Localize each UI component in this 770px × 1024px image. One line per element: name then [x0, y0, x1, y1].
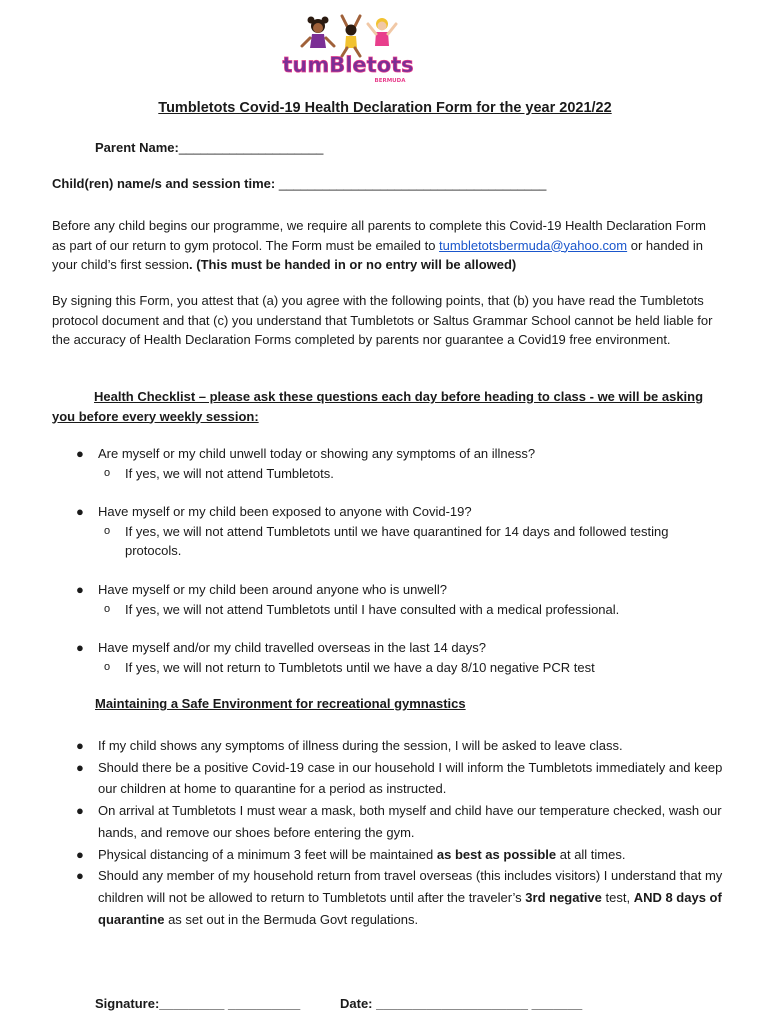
form-title: Tumbletots Covid-19 Health Declaration Form for the year 2021/22: [158, 100, 612, 116]
svg-text:BERMUDA: BERMUDA: [374, 78, 406, 84]
checklist-item: [76, 638, 716, 677]
date-blank[interactable]: _____________________ _______: [376, 996, 583, 1011]
bullet-icon: ●: [76, 759, 84, 775]
bullet-icon: ●: [76, 846, 84, 862]
parent-name-label: Parent Name:: [95, 140, 179, 155]
checklist-answer: If yes, we will not attend Tumbletots until I have consulted with a medical professional.: [125, 601, 620, 617]
children-label: Child(ren) name/s and session time:: [52, 176, 276, 191]
health-checklist-heading: Health Checklist – please ask these questions each day before heading to class - we will be asking you before every weekly session:: [52, 389, 704, 424]
checklist-question: Are myself or my child unwell today or showing any symptoms of an illness?: [98, 446, 536, 461]
checklist-answer: If yes, we will not attend Tumbletots.: [125, 465, 334, 481]
date-label: Date:: [340, 996, 373, 1011]
sub-bullet-icon: o: [104, 602, 111, 615]
checklist-question: Have myself or my child been exposed to anyone with Covid-19?: [98, 504, 472, 519]
bullet-icon: ●: [76, 504, 84, 519]
checklist-answer: If yes, we will not return to Tumbletots until we have a day 8/10 negative PCR test: [125, 659, 595, 675]
children-blank[interactable]: _____________________________________: [278, 176, 547, 191]
checklist-item: [76, 580, 716, 619]
bullet-icon: ●: [76, 803, 84, 819]
parent-name-blank[interactable]: ____________________: [178, 140, 324, 155]
bullet-icon: ●: [76, 738, 84, 753]
checklist-question: Have myself or my child been around anyone who is unwell?: [98, 582, 448, 597]
environment-list: [76, 735, 726, 930]
bullet-icon: ●: [76, 582, 84, 597]
email-link[interactable]: tumbletotsbermuda@yahoo.com: [439, 237, 628, 253]
environment-item: ● Should there be a positive Covid-19 case in our household I will inform the Tumbletots immediately and keep our children at home to quarantine for a period as instructed.: [76, 757, 726, 800]
environment-item: ● If my child shows any symptoms of illness during the session, I will be asked to leave class.: [76, 735, 726, 757]
parent-name-field[interactable]: [95, 140, 323, 155]
sub-bullet-icon: o: [104, 660, 111, 673]
bullet-icon: ●: [76, 446, 84, 461]
environment-heading: Maintaining a Safe Environment for recreational gymnastics: [95, 696, 466, 711]
intro-paragraph: Before any child begins our programme, we require all parents to complete this Covid-19 Health Declaration Form as part of our return to gym protocol. The Form must be emailed to tumbletotsbermuda@yahoo.com or handed in your child’s first session. (This must be handed in or no entry will be allowed): [52, 218, 706, 272]
sub-bullet-icon: o: [104, 524, 111, 537]
bullet-icon: ●: [76, 640, 84, 655]
attest-paragraph: By signing this Form, you attest that (a) you agree with the following points, that (b) you have read the Tumbletots protocol document and that (c) you understand that Tumbletots or Saltus Grammar School cannot be held liable for the accuracy of Health Declaration Forms completed by parents nor guarantee a Covid19 free environment.: [52, 293, 713, 347]
signature-blank[interactable]: _________ __________: [159, 996, 301, 1011]
environment-item: ● Physical distancing of a minimum 3 feet will be maintained as best as possible at all times.: [76, 844, 726, 866]
bullet-icon: ●: [76, 868, 84, 884]
checklist-answer: If yes, we will not attend Tumbletots until we have quarantined for 14 days and followed testing protocols.: [125, 523, 669, 558]
signature-label: Signature:: [95, 996, 160, 1011]
environment-item: ● Should any member of my household return from travel overseas (this includes visitors) I understand that my children will not be allowed to return to Tumbletots until after the traveler’s 3rd negative test, AND 8 days of quarantine as set out in the Bermuda Govt regulations.: [76, 865, 726, 930]
environment-item: ● On arrival at Tumbletots I must wear a mask, both myself and child have our temperature checked, wash our hands, and remove our shoes before entering the gym.: [76, 800, 726, 843]
checklist-question: Have myself and/or my child travelled overseas in the last 14 days?: [98, 640, 487, 655]
children-field[interactable]: [52, 176, 546, 191]
date-field[interactable]: [340, 996, 582, 1011]
tumbletots-logo: [282, 14, 414, 86]
signature-field[interactable]: [95, 996, 300, 1011]
entry-requirement-note: . (This must be handed in or no entry will be allowed): [189, 257, 517, 272]
sub-bullet-icon: o: [104, 466, 111, 479]
svg-text:tumBletots: tumBletots: [282, 53, 414, 77]
checklist-item: [76, 502, 716, 561]
checklist-item: [76, 444, 716, 483]
